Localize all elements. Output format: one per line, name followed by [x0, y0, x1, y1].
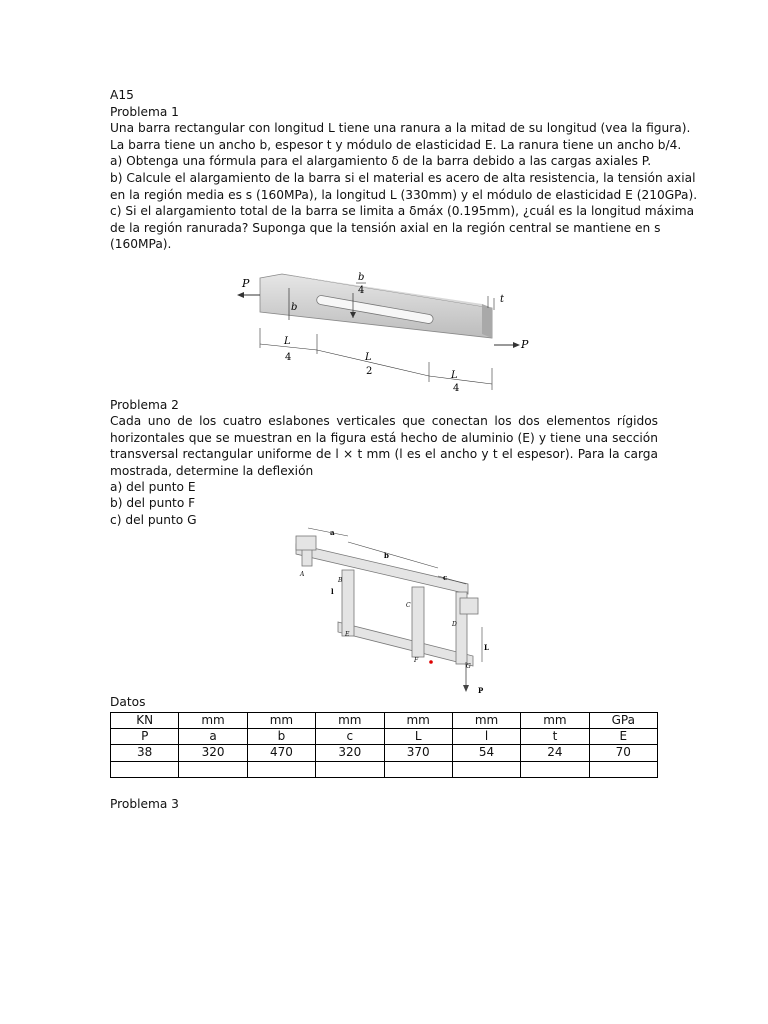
- table-cell: [247, 761, 315, 777]
- table-cell: L: [384, 729, 452, 745]
- problem1-line-4: b) Calcule el alargamiento de la barra si el material es acero de alta resistencia, la tensión axial: [110, 170, 696, 185]
- point-c-label: C: [406, 602, 411, 609]
- dim-l-left-label: l: [331, 587, 334, 596]
- table-cell: [589, 761, 657, 777]
- two-mid-label: 2: [366, 366, 373, 377]
- table-cell: P: [111, 729, 179, 745]
- point-d-label: D: [452, 621, 457, 628]
- table-cell: [179, 761, 247, 777]
- load-p-label: P: [478, 686, 484, 695]
- table-cell: mm: [247, 713, 315, 729]
- table-row-values: [111, 745, 658, 761]
- table-cell: [111, 761, 179, 777]
- dim-l-right-label: L: [484, 643, 489, 652]
- dim-b-label: b: [384, 551, 389, 560]
- problem1-section: [110, 87, 698, 253]
- four-top-label: 4: [358, 285, 365, 296]
- table-cell: [521, 761, 589, 777]
- problem1-title: Problema 1: [110, 104, 179, 119]
- table-cell: 38: [111, 745, 179, 761]
- problem2-line-1: Cada uno de los cuatro eslabones verticales que conectan los dos elementos rígidos: [110, 414, 658, 429]
- table-cell: [384, 761, 452, 777]
- point-e-label: E: [345, 631, 350, 638]
- four-left-label: 4: [285, 352, 292, 363]
- point-f-label: F: [414, 657, 419, 664]
- table-cell: 70: [589, 745, 657, 761]
- problem1-line-8: (160MPa).: [110, 237, 172, 252]
- problem1-line-2: La barra tiene un ancho b, espesor t y módulo de elasticidad E. La ranura tiene un ancho b/4.: [110, 137, 682, 152]
- point-b-label: B: [338, 577, 343, 584]
- problem1-line-3: a) Obtenga una fórmula para el alargamiento δ de la barra debido a las cargas axiales P.: [110, 154, 652, 169]
- table-cell: GPa: [589, 713, 657, 729]
- table-cell: [452, 761, 520, 777]
- four-right-label: 4: [453, 383, 460, 393]
- problem2-item-a: a) del punto E: [110, 480, 196, 495]
- problem2-line-4: mostrada, determine la deflexión: [110, 463, 314, 478]
- table-cell: [316, 761, 384, 777]
- p-right-label: P: [521, 338, 529, 351]
- problem2-item-b: b) del punto F: [110, 496, 196, 511]
- l-mid-label: L: [365, 352, 372, 363]
- table-cell: mm: [316, 713, 384, 729]
- l-right-label: L: [451, 370, 458, 381]
- table-cell: a: [179, 729, 247, 745]
- table-cell: 370: [384, 745, 452, 761]
- table-cell: mm: [384, 713, 452, 729]
- table-cell: mm: [179, 713, 247, 729]
- dim-c-label: c: [443, 573, 448, 582]
- table-cell: b: [247, 729, 315, 745]
- table-row-empty: [111, 761, 658, 777]
- b-top-label: b: [358, 272, 365, 283]
- b-side-label: b: [291, 302, 298, 313]
- problem2-item-c: c) del punto G: [110, 512, 197, 527]
- table-cell: 320: [179, 745, 247, 761]
- table-cell: 24: [521, 745, 589, 761]
- problem2-line-2: horizontales que se muestran en la figura está hecho de aluminio (E) y tiene una sección: [110, 430, 658, 445]
- data-table: [110, 712, 658, 778]
- problem1-line-5: en la región media es s (160MPa), la longitud L (330mm) y el módulo de elasticidad E (210GPa).: [110, 187, 698, 202]
- problem2-title: Problema 2: [110, 398, 179, 412]
- table-row-units: [111, 713, 658, 729]
- problem1-line-1: Una barra rectangular con longitud L tiene una ranura a la mitad de su longitud (vea la figura).: [110, 121, 691, 136]
- slotted-bar-figure: [232, 268, 537, 393]
- table-cell: c: [316, 729, 384, 745]
- point-a-label: A: [300, 571, 305, 578]
- l-left-label: L: [284, 336, 291, 347]
- problem2-line-3: transversal rectangular uniforme de l × t mm (l es el ancho y t el espesor). Para la carga: [110, 447, 658, 462]
- linkage-figure: [288, 522, 498, 695]
- doc-code: A15: [110, 88, 134, 102]
- table-cell: l: [452, 729, 520, 745]
- table-cell: 54: [452, 745, 520, 761]
- t-label: t: [500, 294, 505, 305]
- table-cell: t: [521, 729, 589, 745]
- problem2-section: [110, 397, 658, 528]
- point-g-label: G: [466, 663, 471, 670]
- table-cell: mm: [521, 713, 589, 729]
- dim-a-label: a: [330, 528, 335, 537]
- table-cell: E: [589, 729, 657, 745]
- problem1-line-6: c) Si el alargamiento total de la barra se limita a δmáx (0.195mm), ¿cuál es la longitud máxima: [110, 204, 695, 219]
- table-cell: 320: [316, 745, 384, 761]
- table-row-symbols: [111, 729, 658, 745]
- problem3-title: Problema 3: [110, 797, 179, 811]
- table-cell: 470: [247, 745, 315, 761]
- datos-title: Datos: [110, 695, 146, 709]
- p-left-label: P: [242, 277, 250, 290]
- problem1-line-7: de la región ranurada? Suponga que la tensión axial en la región central se mantiene en s: [110, 220, 661, 235]
- table-cell: KN: [111, 713, 179, 729]
- table-cell: mm: [452, 713, 520, 729]
